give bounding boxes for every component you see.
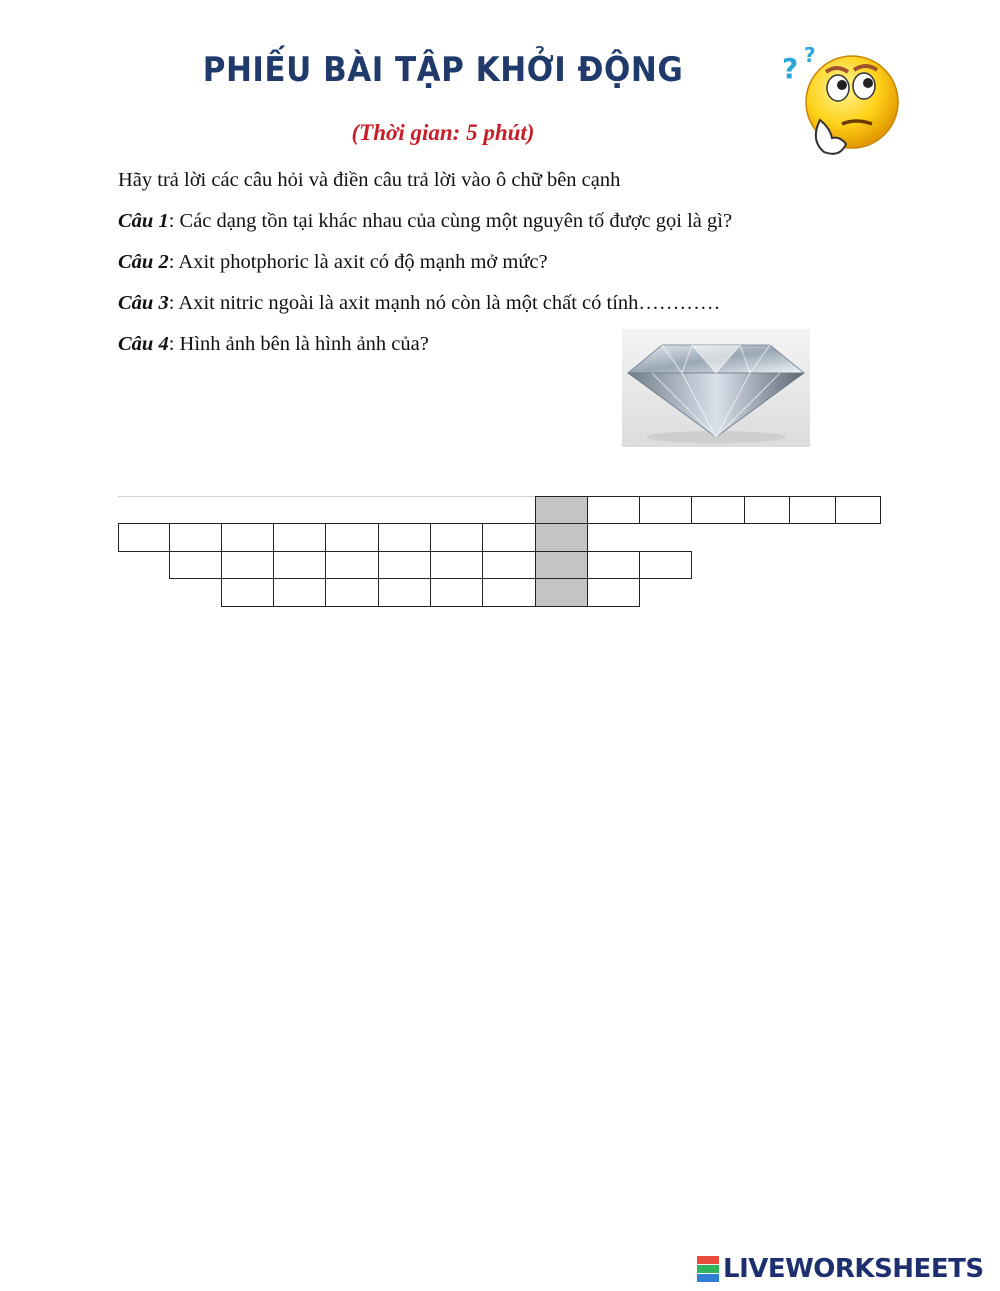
crossword-cell[interactable] — [430, 578, 483, 607]
crossword-cell[interactable] — [325, 523, 379, 552]
crossword-cell[interactable] — [691, 496, 745, 524]
crossword-cell[interactable] — [378, 551, 431, 579]
crossword-cell[interactable] — [587, 551, 640, 579]
crossword-cell[interactable] — [482, 551, 536, 579]
crossword-cell[interactable] — [378, 578, 431, 607]
crossword-cell[interactable] — [639, 551, 692, 579]
instruction-text: Hãy trả lời các câu hỏi và điền câu trả lời vào ô chữ bên cạnh — [118, 169, 621, 191]
crossword-cell[interactable] — [273, 578, 326, 607]
liveworksheets-logo — [697, 1252, 997, 1286]
crossword-cell[interactable] — [587, 496, 640, 524]
svg-text:?: ? — [804, 43, 816, 67]
crossword-cell[interactable] — [482, 578, 536, 607]
svg-text:?: ? — [782, 52, 799, 85]
question-label: Câu 1 — [118, 210, 169, 232]
question-text: : Axit photphoric là axit có độ mạnh mở mức? — [168, 251, 548, 273]
crossword-cell[interactable] — [378, 523, 431, 552]
watermark-text: LIVEWORKSHEETS — [723, 1254, 984, 1284]
crossword-cell[interactable] — [482, 523, 536, 552]
crossword-cell[interactable] — [169, 551, 222, 579]
crossword-cell[interactable] — [587, 578, 640, 607]
page-title: PHIẾU BÀI TẬP KHỞI ĐỘNG — [202, 50, 684, 90]
crossword-cell[interactable] — [325, 578, 379, 607]
crossword-key-cell[interactable] — [535, 578, 588, 607]
crossword-cell[interactable] — [221, 578, 274, 607]
question-text: : Axit nitric ngoài là axit mạnh nó còn là một chất có tính………… — [168, 292, 721, 314]
crossword-cell[interactable] — [273, 523, 326, 552]
crossword-cell[interactable] — [430, 523, 483, 552]
crossword-cell[interactable] — [118, 523, 170, 552]
crossword-cell[interactable] — [789, 496, 836, 524]
liveworksheets-mark-icon — [697, 1256, 719, 1282]
crossword-key-cell[interactable] — [535, 523, 588, 552]
question-label: Câu 4 — [118, 333, 169, 355]
crossword-key-cell[interactable] — [535, 496, 588, 524]
crossword-cell[interactable] — [221, 523, 274, 552]
crossword-cell[interactable] — [325, 551, 379, 579]
question-text: : Các dạng tồn tại khác nhau của cùng một nguyên tố được gọi là gì? — [168, 210, 733, 232]
crossword-cell[interactable] — [639, 496, 692, 524]
crossword-key-cell[interactable] — [535, 551, 588, 579]
question-text: : Hình ảnh bên là hình ảnh của? — [168, 333, 429, 355]
crossword-cell[interactable] — [169, 523, 222, 552]
crossword-cell[interactable] — [430, 551, 483, 579]
crossword-cell[interactable] — [221, 551, 274, 579]
crossword-cell[interactable] — [273, 551, 326, 579]
crossword-cell[interactable] — [744, 496, 790, 524]
time-subtitle: (Thời gian: 5 phút) — [351, 120, 535, 145]
crossword-cell[interactable] — [835, 496, 881, 524]
question-label: Câu 2 — [118, 251, 169, 273]
question-label: Câu 3 — [118, 292, 169, 314]
